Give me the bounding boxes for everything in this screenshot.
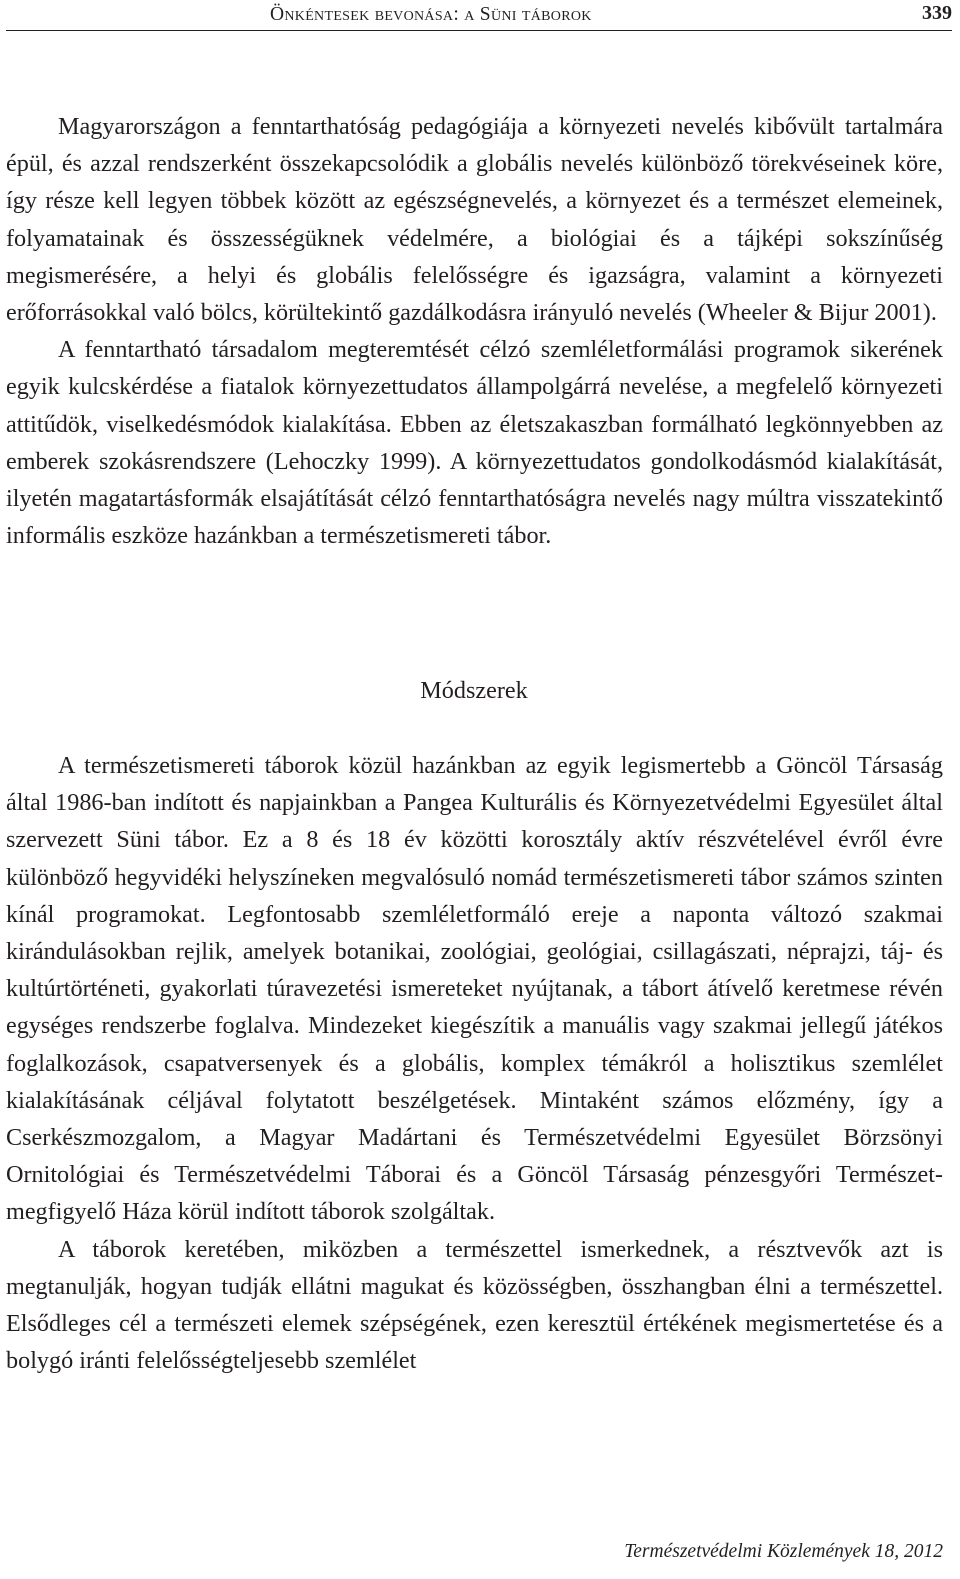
paragraph-1: Magyarországon a fenntarthatóság pedagógiája a környezeti nevelés kibővült tartalmára épül, és azzal rendszerként összekapcsolódik a globális nevelés különböző törekvéseinek köre, így része kell legyen többek között az egészségnevelés, a környezet és a természet elemeinek, folyamatainak és összességüknek védelmére, a biológiai és a tájképi sokszínűség megismerésére, a helyi és globális felelősségre és igazságra, valamint a környezeti erőforrásokkal való bölcs, körültekintő gazdálkodásra irányuló nevelés (Wheeler & Bijur 2001). <box>6 113 943 327</box>
running-head: Önkéntesek bevonása: a Süni táborok <box>270 4 592 25</box>
page-number: 339 <box>922 2 952 24</box>
paragraph-4: A táborok keretében, miközben a természettel ismerkednek, a résztvevők azt is megtanulják, hogyan tudják ellátni magukat és közösségben, összhangban élni a természettel. Elsődleges cél a természeti elemek szépségének, ezen keresztül értékének megismertetése és a bolygó iránti felelősségteljesebb szemlélet <box>6 1235 943 1375</box>
section-body-text <box>6 747 943 1379</box>
body-text <box>6 108 943 554</box>
footer-journal: Természetvédelmi Közlemények 18, 2012 <box>624 1541 943 1562</box>
section-title: Módszerek <box>420 677 528 704</box>
paragraph-3: A természetismereti táborok közül hazánkban az egyik legismertebb a Göncöl Társaság által 1986-ban indított és napjainkban a Pangea Kulturális és Környezetvédelmi Egyesület által szervezett Süni tábor. Ez a 8 és 18 év közötti korosztály aktív részvételével évről évre különböző hegyvidéki helyszíneken megvalósuló nomád természetismereti tábor számos szinten kínál programokat. Legfontosabb szemléletformáló ereje a naponta változó szakmai kirándulásokban rejlik, amelyek botanikai, zoológiai, geológiai, csillagászati, néprajzi, táj- és kultúrtörténeti, gyakorlati túravezetési ismereteket nyújtanak, a tábort átívelő keretmese révén egységes rendszerbe foglalva. Mindezeket kiegészítik a manuális vagy szakmai jellegű játékos foglalkozások, csapatversenyek és a globális, komplex témákról a holisztikus szemlélet kialakításának céljával folytatott beszélgetések. Mintaként számos előzmény, így a Cserkészmozgalom, a Magyar Madártani és Természetvédelmi Egyesület Börzsönyi Ornitológiai és Természetvédelmi Táborai és a Göncöl Társaság pénzesgyőri Természet-megfigyelő Háza körül indított táborok szolgáltak. <box>6 752 943 1226</box>
page-header <box>6 0 952 30</box>
header-rule <box>6 30 952 31</box>
paragraph-2: A fenntartható társadalom megteremtését célzó szemléletformálási programok sikerének egyik kulcskérdése a fiatalok környezettudatos állampolgárrá nevelése, a megfelelő környezeti attitűdök, viselkedésmódok kialakítása. Ebben az életszakaszban formálható legkönnyebben az emberek szokásrendszere (Lehoczky 1999). A környezettudatos gondolkodásmód kialakítását, ilyetén magatartásformák elsajátítását célzó fenntarthatóságra nevelés nagy múltra visszatekintő informális eszköze hazánkban a természetismereti tábor. <box>6 336 943 550</box>
